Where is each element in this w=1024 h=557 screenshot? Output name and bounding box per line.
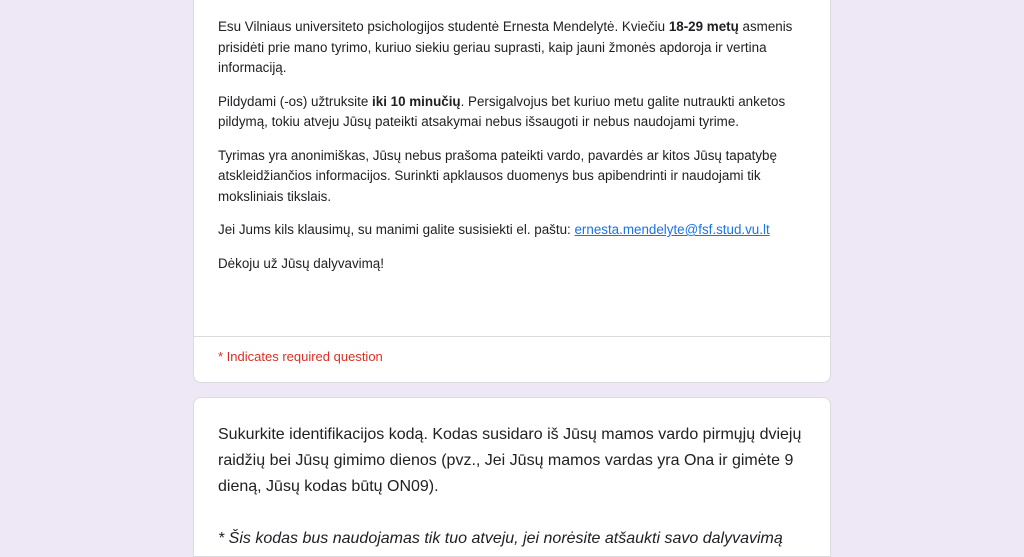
question-note: * Šis kodas bus naudojamas tik tuo atveju, jei norėsite atšaukti savo dalyvavimą (218, 530, 783, 547)
age-range-bold: 18-29 metų (668, 19, 739, 34)
intro-paragraph-anonymity: Tyrimas yra anonimiškas, Jūsų nebus prašoma pateikti vardo, pavardės ar kitos Jūsų tapatybę atskleidžiančios informacijos. Surinkti apklausos duomenys bus apibendrinti ir naudojami tik moksliniais tikslais. (218, 147, 777, 204)
question-title: Sukurkite identifikacijos kodą. Kodas susidaro iš Jūsų mamos vardo pirmųjų dviejų raidžių bei Jūsų gimimo dienos (pvz., Jei Jūsų mamos vardas yra Ona ir gimėte 9 dieną, Jūsų kodas būtų ON09). (218, 426, 802, 495)
duration-text: Pildydami (-os) užtruksite (218, 93, 373, 109)
contact-email-link[interactable]: ernesta.mendelyte@fsf.stud.vu.lt (574, 222, 770, 237)
question-body (194, 398, 830, 552)
duration-bold: iki 10 minučių (372, 93, 461, 109)
intro-paragraph-thanks: Dėkoju už Jūsų dalyvavimą! (218, 255, 384, 271)
question-card (193, 397, 831, 557)
intro-paragraph-duration (218, 92, 806, 133)
invitation-text: Esu Vilniaus universiteto psichologijos studentė Ernesta Mendelytė. Kviečiu (218, 19, 669, 34)
intro-paragraph-contact (218, 220, 806, 241)
required-question-note: * Indicates required question (218, 349, 383, 364)
form-description (194, 0, 830, 274)
card-divider (194, 336, 830, 337)
form-description-card (193, 0, 831, 383)
contact-text: Jei Jums kils klausimų, su manimi galite susisiekti el. paštu: (218, 222, 575, 237)
invitation-text-rest: asmenis prisidėti prie mano tyrimo, kuriuo siekiu geriau suprasti, kaip jauni žmonės apdoroja ir vertina informaciją. (218, 19, 793, 75)
intro-paragraph-invitation (218, 17, 806, 79)
duration-text-rest: . Persigalvojus bet kuriuo metu galite nutraukti anketos pildymą, tokiu atveju Jūsų pateikti atsakymai nebus išsaugoti ir nebus naudojami tyrime. (218, 93, 786, 129)
